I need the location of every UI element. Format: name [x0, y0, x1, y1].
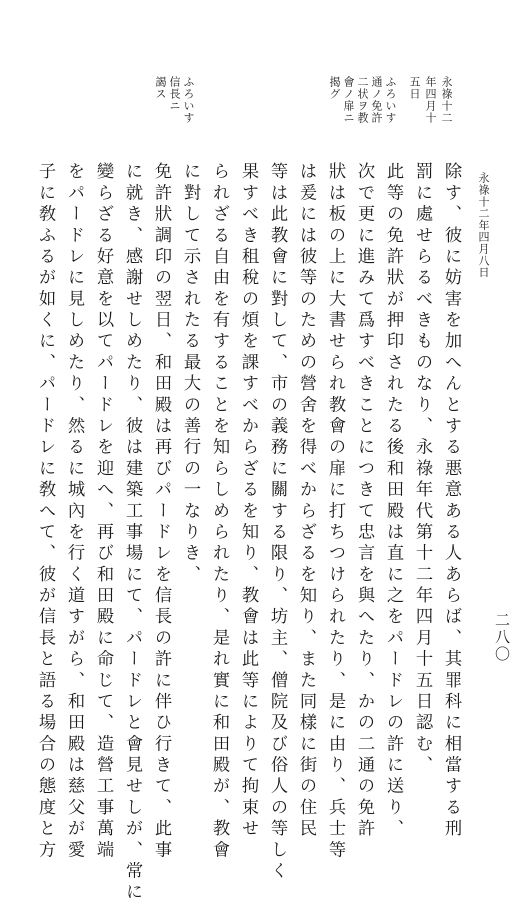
side-note-line: 二状ヲ教: [356, 76, 369, 124]
date-heading: 永祿十二年四月八日: [477, 172, 490, 279]
side-note-line: 揭グ: [328, 76, 341, 100]
body-line: 果すべき租稅の煩を課すべからざるを知り、教會は此等によりて拘束せ: [238, 162, 258, 841]
body-line: られざる自由を有することを知らしめられたり、是れ實に和田殿が、教會: [209, 162, 229, 862]
side-note-line: 信長ニ: [168, 76, 181, 112]
body-line: 次で更に進みて爲すべきことにつきて忠言を與へたり、かの二通の免許: [354, 162, 374, 841]
body-line: 狀は板の上に大書せられ教會の扉に打ちつけられたり、是に由り、兵士等: [325, 162, 345, 862]
body-line: 變らざる好意を以てパードレを迎へ、再び和田殿に命じて、造營工事萬端: [93, 162, 113, 862]
body-line: 等は此教會に對して、市の義務に關する限り、坊主、僧院及び俗人の等しく: [267, 162, 287, 883]
body-line: 免許狀調印の翌日、和田殿は再びパードレを信長の許に伴ひ行きて、此事: [151, 162, 171, 862]
body-line: に對して示されたる最大の善行の一なりき、: [180, 162, 200, 586]
side-note-line: 五日: [408, 76, 421, 100]
body-line: 罰に處せらるべきものなり、永祿年代第十二年四月十五日認む、: [412, 162, 432, 777]
side-note-line: ふろいす: [182, 76, 195, 124]
side-note-line: 通ノ免許: [370, 76, 383, 124]
body-line: に就き、感謝せしめたり、彼は建築工事場にて、パードレと會見せしが、常に: [122, 162, 142, 904]
body-line: は爰には彼等のための營舍を得べからざるを知り、また同樣に街の住民: [296, 162, 316, 841]
body-line: 除す、彼に妨害を加へんとする悪意ある人あらば、其罪科に相當する刑: [441, 162, 461, 841]
side-note-line: 年四月十: [424, 76, 437, 124]
side-note-line: 永祿十二: [440, 76, 453, 124]
body-line: 此等の免許狀が押印されたる後和田殿は直に之をパードレの許に送り、: [383, 162, 403, 841]
page-number: 二八〇: [493, 612, 511, 663]
body-line: をパードレに見しめたり、然るに城內を行く道すがら、和田殿は慈父が愛: [64, 162, 84, 862]
side-note-line: 會ノ扉ニ: [342, 76, 355, 124]
side-note-line: ふろいす: [384, 76, 397, 124]
body-line: 子に敎ふるが如くに、パードレに敎へて、彼が信長と語る場合の態度と方: [35, 162, 55, 862]
side-note-line: 謁ス: [154, 76, 167, 100]
